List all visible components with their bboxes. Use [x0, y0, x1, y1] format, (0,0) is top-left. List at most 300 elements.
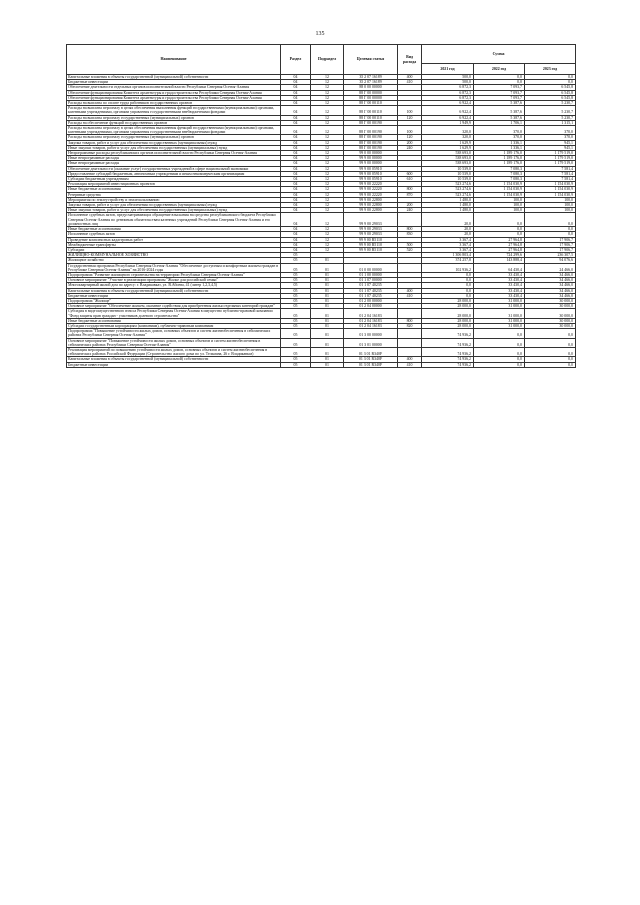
cell-subsection: 12 [311, 203, 344, 208]
cell-expense-type [398, 309, 422, 318]
cell-subsection: 01 [311, 309, 344, 318]
cell-subsection: 01 [311, 288, 344, 293]
cell-section: 04 [281, 135, 311, 140]
cell-2023: 94 076,6 [525, 258, 576, 263]
cell-target: 01 1 07 00000 [344, 278, 398, 283]
cell-section: 04 [281, 171, 311, 176]
cell-target: 99 9 00 R5110 [344, 247, 398, 252]
cell-2021: 1 480,0 [422, 203, 474, 208]
cell-2023: 34 466,0 [525, 272, 576, 277]
cell-subsection: 12 [311, 242, 344, 247]
cell-2023: 7 581,4 [525, 177, 576, 182]
cell-2022: 33 430,4 [474, 272, 525, 277]
cell-2022: 7 093,7 [474, 85, 525, 90]
cell-subsection: 12 [311, 80, 344, 85]
cell-section: 05 [281, 357, 311, 362]
cell-2022: 27 964,8 [474, 237, 525, 242]
cell-target: 99 9 00 29033 [344, 232, 398, 237]
cell-target: 88 Г 00 00110 [344, 101, 398, 106]
cell-name: Основное мероприятие "Повышение устойчивости жилых домов, основных объектов и систем жизнеобеспечения в сейсмических районах Республики Северная Осетия-Алания" [67, 338, 281, 347]
cell-2022: 5 387,6 [474, 101, 525, 106]
cell-subsection: 01 [311, 293, 344, 298]
cell-2022: 31 000,0 [474, 309, 525, 318]
budget-table [66, 44, 576, 368]
cell-section: 04 [281, 182, 311, 187]
cell-subsection: 01 [311, 318, 344, 323]
cell-2022: 7 080,3 [474, 177, 525, 182]
cell-2021: 10 539,0 [422, 177, 474, 182]
cell-name: Иные закупки товаров, работ и услуг для обеспечения государственных (муниципальных) нужд [67, 208, 281, 213]
cell-subsection: 12 [311, 115, 344, 120]
cell-name: Расходы на выплаты персоналу государственных (муниципальных) органов [67, 115, 281, 120]
cell-2022: 5 387,6 [474, 115, 525, 120]
cell-2023: 30 000,0 [525, 304, 576, 309]
cell-2023: 17 906,7 [525, 237, 576, 242]
cell-target: 88 Г 00 00000 [344, 95, 398, 100]
table-row [67, 263, 576, 272]
cell-2022: 33 430,4 [474, 293, 525, 298]
cell-2021: 28 000,0 [422, 309, 474, 318]
cell-2023: 30 000,0 [525, 323, 576, 328]
cell-2021: 10 539,0 [422, 166, 474, 171]
cell-expense-type: 240 [398, 145, 422, 150]
cell-section: 05 [281, 309, 311, 318]
cell-section: 05 [281, 278, 311, 283]
cell-subsection: 12 [311, 90, 344, 95]
cell-2021: 1 629,9 [422, 145, 474, 150]
cell-name: Субсидии государственным корпорациям (компаниям), публично-правовым компаниям [67, 323, 281, 328]
cell-target: 99 9 00 R5110 [344, 242, 398, 247]
cell-2023: 0,0 [525, 357, 576, 362]
cell-2022: 0,0 [474, 227, 525, 232]
cell-2022: 0,0 [474, 357, 525, 362]
header-year-2023: 2023 год [525, 64, 576, 75]
table-row [67, 329, 576, 338]
cell-expense-type: 120 [398, 135, 422, 140]
cell-target: 99 9 00 05910 [344, 166, 398, 171]
cell-2021: 538 693,0 [422, 161, 474, 166]
cell-subsection: 12 [311, 101, 344, 106]
cell-name: ЖИЛИЩНО-КОММУНАЛЬНОЕ ХОЗЯЙСТВО [67, 253, 281, 258]
cell-expense-type [398, 338, 422, 347]
cell-2022: 27 964,8 [474, 242, 525, 247]
cell-section: 04 [281, 166, 311, 171]
cell-2022: 1 154 030,9 [474, 187, 525, 192]
cell-name: Проведение комплексных кадастровых работ [67, 237, 281, 242]
cell-section: 04 [281, 203, 311, 208]
cell-2023: 34 466,0 [525, 288, 576, 293]
cell-subsection: 12 [311, 106, 344, 115]
cell-expense-type: 410 [398, 293, 422, 298]
cell-target: 99 9 00 29033 [344, 213, 398, 227]
cell-subsection: 01 [311, 338, 344, 347]
cell-2022: 5 387,6 [474, 106, 525, 115]
cell-2023: 34 466,0 [525, 278, 576, 283]
cell-target: 88 Г 00 00190 [344, 126, 398, 135]
cell-2022: 0,0 [474, 347, 525, 356]
cell-2021: 20,0 [422, 232, 474, 237]
cell-target: 01 2 00 00000 [344, 298, 398, 303]
header-subsection: Подраздел [311, 45, 344, 75]
cell-name: Субсидии бюджетным учреждениям [67, 177, 281, 182]
cell-2021: 28 000,0 [422, 318, 474, 323]
cell-2021: 538 693,0 [422, 151, 474, 156]
cell-subsection: 12 [311, 208, 344, 213]
cell-target: 88 Г 00 00000 [344, 90, 398, 95]
cell-target: 99 9 00 05910 [344, 171, 398, 176]
cell-2022: 33 430,4 [474, 283, 525, 288]
table-row [67, 338, 576, 347]
cell-expense-type: 410 [398, 80, 422, 85]
cell-2023: 370,0 [525, 126, 576, 135]
cell-2022: 0,0 [474, 338, 525, 347]
cell-name: Исполнение судебных актов [67, 232, 281, 237]
cell-2022: 0,0 [474, 75, 525, 80]
cell-target: 99 9 00 00000 [344, 161, 398, 166]
header-year-2022: 2022 год [474, 64, 525, 75]
cell-subsection: 01 [311, 283, 344, 288]
cell-2021: 1 949,9 [422, 120, 474, 125]
cell-2022: 31 000,0 [474, 304, 525, 309]
cell-name: Бюджетные инвестиции [67, 293, 281, 298]
cell-2021: 74 936,2 [422, 329, 474, 338]
cell-expense-type: 820 [398, 323, 422, 328]
cell-subsection: 12 [311, 247, 344, 252]
cell-section: 04 [281, 232, 311, 237]
cell-subsection: 01 [311, 278, 344, 283]
cell-2022: 33 430,4 [474, 278, 525, 283]
cell-section: 04 [281, 156, 311, 161]
cell-target: 35 2 07 16189 [344, 80, 398, 85]
cell-target: 99 9 00 22220 [344, 192, 398, 197]
cell-target: 99 9 00 22800 [344, 203, 398, 208]
cell-name: Мероприятия по землеустройству и землепользованию [67, 197, 281, 202]
cell-2021: 20,0 [422, 227, 474, 232]
table-row [67, 362, 576, 367]
cell-2023: 7 581,4 [525, 166, 576, 171]
cell-2023: 0,0 [525, 80, 576, 85]
cell-name: Предоставление субсидий бюджетным, автономным учреждениям и иным некоммерческим организациям [67, 171, 281, 176]
cell-2021: 0,0 [422, 272, 474, 277]
cell-2021: 6 872,3 [422, 85, 474, 90]
cell-subsection: 12 [311, 187, 344, 192]
cell-name: Капитальные вложения в объекты государственной (муниципальной) собственности [67, 75, 281, 80]
cell-section: 04 [281, 208, 311, 213]
cell-section: 04 [281, 106, 311, 115]
cell-subsection: 12 [311, 166, 344, 171]
cell-2021: 28 000,0 [422, 298, 474, 303]
cell-2023: 1 179 519,0 [525, 151, 576, 156]
cell-section: 04 [281, 242, 311, 247]
cell-expense-type: 830 [398, 232, 422, 237]
cell-2021: 102 936,2 [422, 263, 474, 272]
cell-subsection: 01 [311, 362, 344, 367]
cell-target: 01 3 01 R340F [344, 357, 398, 362]
cell-2021: 1 629,9 [422, 140, 474, 145]
cell-2023: 30 000,0 [525, 318, 576, 323]
cell-name: Иные бюджетные ассигнования [67, 187, 281, 192]
cell-2023: 236 307,5 [525, 253, 576, 258]
cell-2023: 370,0 [525, 135, 576, 140]
header-section: Раздел [281, 45, 311, 75]
cell-section: 04 [281, 90, 311, 95]
cell-subsection: 01 [311, 323, 344, 328]
cell-section: 05 [281, 288, 311, 293]
cell-name: Обеспечение функционирования Комитета архитектуры и градостроительства Республики Северная Осетия-Алания [67, 90, 281, 95]
header-target: Целевая статья [344, 45, 398, 75]
header-expense-type: Вид расхода [398, 45, 422, 75]
cell-2021: 20,0 [422, 213, 474, 227]
cell-2021: 320,0 [422, 135, 474, 140]
cell-2023: 1 154 030,9 [525, 187, 576, 192]
cell-section: 04 [281, 187, 311, 192]
cell-expense-type: 800 [398, 227, 422, 232]
cell-2022: 7 093,7 [474, 95, 525, 100]
cell-target: 99 9 00 22220 [344, 182, 398, 187]
cell-section: 04 [281, 85, 311, 90]
cell-name: Резервные средства [67, 192, 281, 197]
cell-2023: 34 466,0 [525, 293, 576, 298]
cell-subsection: 12 [311, 145, 344, 150]
cell-2023: 1 154 030,9 [525, 192, 576, 197]
cell-2023: 945,1 [525, 145, 576, 150]
cell-expense-type: 240 [398, 208, 422, 213]
cell-2021: 74 936,2 [422, 362, 474, 367]
cell-target: 88 0 00 00000 [344, 85, 398, 90]
cell-2023: 6 545,8 [525, 90, 576, 95]
cell-section: 04 [281, 95, 311, 100]
cell-target: 99 9 00 29033 [344, 227, 398, 232]
cell-2023: 5 230,7 [525, 115, 576, 120]
cell-subsection: 12 [311, 126, 344, 135]
cell-expense-type [398, 213, 422, 227]
cell-2023: 7 581,4 [525, 171, 576, 176]
cell-2021: 74 936,2 [422, 357, 474, 362]
cell-name: Иные непрограммные расходы [67, 156, 281, 161]
cell-expense-type: 100 [398, 126, 422, 135]
cell-2021: 1 306 803,4 [422, 253, 474, 258]
cell-name: Основное мероприятие "Обеспечение жильем, оказание содействия для приобретения жилья отдельных категорий граждан" [67, 304, 281, 309]
cell-target: 99 0 00 00000 [344, 151, 398, 156]
cell-section: 05 [281, 293, 311, 298]
cell-2021: 6 922,4 [422, 115, 474, 120]
cell-2022: 64 430,4 [474, 263, 525, 272]
cell-2023: 0,0 [525, 362, 576, 367]
cell-section: 05 [281, 253, 311, 258]
cell-2022: 7 093,7 [474, 90, 525, 95]
table-row [67, 106, 576, 115]
cell-subsection: 12 [311, 227, 344, 232]
cell-2023: 1 315,1 [525, 120, 576, 125]
cell-expense-type [398, 263, 422, 272]
cell-2022: 7 080,3 [474, 166, 525, 171]
cell-name: Подпрограмма "Повышение устойчивости жилых домов, основных объектов и систем жизнеобеспечения в сейсмических районах Республики Северная Осетия-Алания" [67, 329, 281, 338]
cell-target: 01 1 00 00000 [344, 272, 398, 277]
cell-2023: 30 000,0 [525, 309, 576, 318]
cell-subsection: 12 [311, 151, 344, 156]
cell-2023: 34 466,0 [525, 283, 576, 288]
cell-section: 05 [281, 272, 311, 277]
cell-expense-type: 500 [398, 242, 422, 247]
cell-2023: 100,0 [525, 197, 576, 202]
cell-2023: 1 179 519,0 [525, 156, 576, 161]
cell-name: Подпрограмма "Жилище" [67, 298, 281, 303]
cell-name: Государственная программа Республики Северная Осетия-Алания "Обеспечение доступным и комфортным жильем граждан в Республике Северная Осетия-Алания" на 2016-2024 годы [67, 263, 281, 272]
cell-expense-type [398, 347, 422, 356]
header-name: Наименование [67, 45, 281, 75]
cell-2023: 0,0 [525, 329, 576, 338]
cell-2022: 0,0 [474, 329, 525, 338]
cell-2022: 724 299,6 [474, 253, 525, 258]
cell-name: Обеспечение деятельности отдельных органов исполнительной власти Республики Северная Осетия-Алания [67, 85, 281, 90]
cell-subsection: 01 [311, 304, 344, 309]
cell-2021: 500,0 [422, 80, 474, 85]
cell-2021: 3 367,4 [422, 242, 474, 247]
cell-expense-type: 400 [398, 357, 422, 362]
cell-target: 35 2 07 16189 [344, 75, 398, 80]
cell-section: 05 [281, 362, 311, 367]
cell-section: 05 [281, 347, 311, 356]
cell-expense-type: 200 [398, 140, 422, 145]
cell-target: 01 3 01 R340F [344, 362, 398, 367]
cell-2023: 1 154 030,9 [525, 182, 576, 187]
cell-2023: 0,0 [525, 338, 576, 347]
cell-section: 04 [281, 161, 311, 166]
cell-2023: 0,0 [525, 232, 576, 237]
cell-name: Иные бюджетные ассигнования [67, 318, 281, 323]
cell-section: 04 [281, 140, 311, 145]
cell-2021: 320,0 [422, 126, 474, 135]
cell-name: Иные непрограммные расходы [67, 161, 281, 166]
cell-section: 05 [281, 258, 311, 263]
cell-expense-type: 600 [398, 171, 422, 176]
cell-subsection: 12 [311, 95, 344, 100]
header-sum: Сумма [422, 45, 576, 64]
cell-2021: 0,0 [422, 278, 474, 283]
cell-name: Основное мероприятие "Участие в реализации программы "Жилье для российской семьи" [67, 278, 281, 283]
cell-target: 99 9 00 05910 [344, 177, 398, 182]
cell-subsection: 12 [311, 192, 344, 197]
cell-name: Субсидии [67, 247, 281, 252]
cell-target: 99 9 00 22220 [344, 187, 398, 192]
cell-target: 01 3 01 00000 [344, 338, 398, 347]
cell-2023: 100,0 [525, 203, 576, 208]
cell-expense-type: 100 [398, 106, 422, 115]
cell-2022: 100,0 [474, 197, 525, 202]
cell-target: 01 2 04 16183 [344, 318, 398, 323]
cell-name: Капитальные вложения в объекты государственной (муниципальной) собственности [67, 288, 281, 293]
cell-2022: 7 080,3 [474, 171, 525, 176]
cell-2022: 370,0 [474, 135, 525, 140]
cell-2023: 0,0 [525, 347, 576, 356]
cell-2021: 6 872,3 [422, 90, 474, 95]
cell-2021: 3 367,4 [422, 237, 474, 242]
cell-section: 04 [281, 101, 311, 106]
cell-expense-type: 610 [398, 177, 422, 182]
table-body [67, 75, 576, 368]
cell-section: 04 [281, 115, 311, 120]
cell-target: 88 Г 00 00190 [344, 120, 398, 125]
cell-name: Межбюджетные трансферты [67, 242, 281, 247]
cell-2021: 74 936,2 [422, 338, 474, 347]
cell-subsection: 12 [311, 182, 344, 187]
cell-2022: 0,0 [474, 362, 525, 367]
cell-expense-type [398, 329, 422, 338]
cell-section: 04 [281, 151, 311, 156]
cell-name: Обеспечение деятельности (оказание услуг) государственных учреждений в сфере национальной экономики [67, 166, 281, 171]
cell-name: Иные закупки товаров, работ и услуг для обеспечения государственных (муниципальных) нужд [67, 145, 281, 150]
cell-expense-type: 200 [398, 203, 422, 208]
cell-section: 05 [281, 329, 311, 338]
cell-2021: 0,0 [422, 283, 474, 288]
cell-2022: 0,0 [474, 80, 525, 85]
cell-subsection: 12 [311, 171, 344, 176]
cell-target: 99 9 00 22800 [344, 197, 398, 202]
cell-section: 05 [281, 323, 311, 328]
cell-target: 01 2 04 16183 [344, 323, 398, 328]
cell-subsection: 12 [311, 140, 344, 145]
cell-target: 01 2 04 00000 [344, 304, 398, 309]
cell-expense-type: 410 [398, 362, 422, 367]
cell-2021: 523 274,6 [422, 187, 474, 192]
cell-2021: 28 000,0 [422, 323, 474, 328]
cell-target: 01 0 00 00000 [344, 263, 398, 272]
cell-section: 05 [281, 338, 311, 347]
cell-section: 04 [281, 192, 311, 197]
cell-name: Расходы на выплаты персоналу в целях обеспечения выполнения функций государственными (муниципальными) органами, казенными учреждениями, органами управления государственными внебюджетными фондами [67, 126, 281, 135]
cell-2022: 31 000,0 [474, 323, 525, 328]
table-row [67, 126, 576, 135]
cell-target: 01 1 07 40235 [344, 288, 398, 293]
cell-2021: 500,0 [422, 75, 474, 80]
cell-name: Расходы на выплаты по оплате труда работников государственных органов [67, 101, 281, 106]
cell-target: 99 9 00 00000 [344, 156, 398, 161]
cell-2022: 1 706,1 [474, 120, 525, 125]
cell-2023: 17 906,7 [525, 247, 576, 252]
cell-subsection: 12 [311, 232, 344, 237]
cell-name: Бюджетные инвестиции [67, 362, 281, 367]
cell-subsection: 01 [311, 272, 344, 277]
cell-2021: 374 257,8 [422, 258, 474, 263]
cell-2021: 538 693,0 [422, 156, 474, 161]
cell-2023: 5 230,7 [525, 101, 576, 106]
cell-2022: 27 964,8 [474, 247, 525, 252]
cell-section: 05 [281, 318, 311, 323]
cell-subsection: 12 [311, 156, 344, 161]
cell-section: 04 [281, 80, 311, 85]
cell-name: Расходы на обеспечение функций государственных органов [67, 120, 281, 125]
cell-section: 04 [281, 126, 311, 135]
cell-subsection: 12 [311, 120, 344, 125]
cell-section: 04 [281, 213, 311, 227]
cell-target: 88 Г 00 00190 [344, 140, 398, 145]
cell-2021: 1 480,0 [422, 197, 474, 202]
cell-2022: 1 336,1 [474, 140, 525, 145]
cell-subsection: 12 [311, 213, 344, 227]
cell-target: 88 Г 00 00110 [344, 115, 398, 120]
cell-section: 05 [281, 298, 311, 303]
cell-target: 01 1 07 40235 [344, 283, 398, 288]
cell-section: 05 [281, 263, 311, 272]
cell-section: 04 [281, 177, 311, 182]
cell-subsection: 12 [311, 237, 344, 242]
cell-2023: 17 906,7 [525, 242, 576, 247]
cell-2022: 1 189 176,0 [474, 161, 525, 166]
cell-2022: 31 000,0 [474, 318, 525, 323]
cell-2022: 143 888,4 [474, 258, 525, 263]
cell-2021: 0,0 [422, 288, 474, 293]
cell-2023: 5 230,7 [525, 106, 576, 115]
